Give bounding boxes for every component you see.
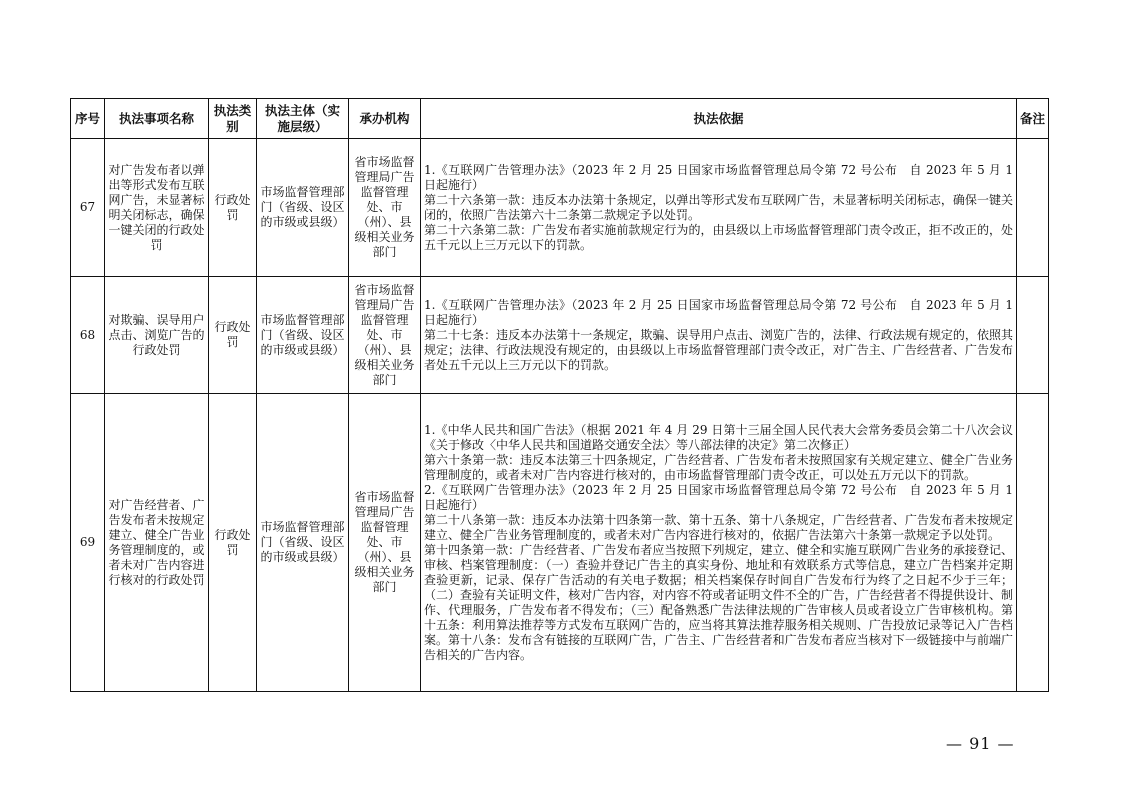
header-subject: 执法主体（实施层级） <box>257 99 349 139</box>
enforcement-table <box>70 98 1049 692</box>
row-category: 行政处罚 <box>209 394 257 692</box>
row-subject: 市场监督管理部门（省级、设区的市级或县级） <box>257 394 349 692</box>
row-note <box>1017 277 1049 394</box>
basis-paragraph: 第二十六条第二款：广告发布者实施前款规定行为的，由县级以上市场监督管理部门责令改正，拒不改正的，处五千元以上三万元以下的罚款。 <box>424 222 1013 252</box>
row-category: 行政处罚 <box>209 139 257 277</box>
header-note: 备注 <box>1017 99 1049 139</box>
table-row <box>71 394 1049 692</box>
basis-paragraph: 第十四条第一款：广告经营者、广告发布者应当按照下列规定，建立、健全和实施互联网广告业务的承接登记、审核、档案管理制度：（一）查验并登记广告主的真实身份、地址和有效联系方式等信息，建立广告档案并定期查验更新，记录、保存广告活动的有关电子数据；相关档案保存时间自广告发布行为终了之日起不少于三年；（二）查验有关证明文件，核对广告内容，对内容不符或者证明文件不全的广告，广告经营者不得提供设计、制作、代理服务，广告发布者不得发布；（三）配备熟悉广告法律法规的广告审核人员或者设立广告审核机构。第十五条：利用算法推荐等方式发布互联网广告的，应当将其算法推荐服务相关规则、广告投放记录等记入广告档案。第十八条：发布含有链接的互联网广告，广告主、广告经营者和广告发布者应当核对下一级链接中与前端广告相关的广告内容。 <box>424 542 1013 662</box>
table-header-row <box>71 99 1049 139</box>
row-agency: 省市场监督管理局广告监督管理处、市（州）、县级相关业务部门 <box>349 139 421 277</box>
row-item: 对欺骗、误导用户点击、浏览广告的行政处罚 <box>105 277 209 394</box>
row-category: 行政处罚 <box>209 277 257 394</box>
row-note <box>1017 139 1049 277</box>
row-basis <box>421 277 1017 394</box>
row-subject: 市场监督管理部门（省级、设区的市级或县级） <box>257 139 349 277</box>
table-row <box>71 139 1049 277</box>
basis-paragraph: 第二十七条：违反本办法第十一条规定，欺骗、误导用户点击、浏览广告的，法律、行政法规有规定的，依照其规定；法律、行政法规没有规定的，由县级以上市场监督管理部门责令改正，对广告主、广告经营者、广告发布者处五千元以上三万元以下的罚款。 <box>424 327 1013 372</box>
row-item: 对广告发布者以弹出等形式发布互联网广告，未显著标明关闭标志，确保一键关闭的行政处罚 <box>105 139 209 277</box>
row-item: 对广告经营者、广告发布者未按规定建立、健全广告业务管理制度的，或者未对广告内容进行核对的行政处罚 <box>105 394 209 692</box>
basis-paragraph: 1.《互联网广告管理办法》（2023 年 2 月 25 日国家市场监督管理总局令第 72 号公布 自 2023 年 5 月 1 日起施行） <box>424 162 1013 192</box>
header-basis: 执法依据 <box>421 99 1017 139</box>
row-basis <box>421 139 1017 277</box>
header-agency: 承办机构 <box>349 99 421 139</box>
row-seq: 68 <box>71 277 105 394</box>
row-agency: 省市场监督管理局广告监督管理处、市（州）、县级相关业务部门 <box>349 277 421 394</box>
header-item: 执法事项名称 <box>105 99 209 139</box>
basis-paragraph: 第二十八条第一款：违反本办法第十四条第一款、第十五条、第十八条规定，广告经营者、广告发布者未按规定建立、健全广告业务管理制度的，或者未对广告内容进行核对的，依据广告法第六十条第一款规定予以处罚。 <box>424 512 1013 542</box>
header-category: 执法类别 <box>209 99 257 139</box>
basis-paragraph: 第六十条第一款：违反本法第三十四条规定，广告经营者、广告发布者未按照国家有关规定建立、健全广告业务管理制度的，或者未对广告内容进行核对的，由市场监督管理部门责令改正，可以处五万元以下的罚款。 <box>424 452 1013 482</box>
row-subject: 市场监督管理部门（省级、设区的市级或县级） <box>257 277 349 394</box>
row-seq: 67 <box>71 139 105 277</box>
basis-paragraph: 1.《互联网广告管理办法》（2023 年 2 月 25 日国家市场监督管理总局令第 72 号公布 自 2023 年 5 月 1 日起施行） <box>424 297 1013 327</box>
row-basis <box>421 394 1017 692</box>
row-seq: 69 <box>71 394 105 692</box>
basis-paragraph: 1.《中华人民共和国广告法》（根据 2021 年 4 月 29 日第十三届全国人民代表大会常务委员会第二十八次会议《关于修改〈中华人民共和国道路交通安全法〉等八部法律的决定》第二次修正） <box>424 422 1013 452</box>
basis-paragraph: 第二十六条第一款：违反本办法第十条规定，以弹出等形式发布互联网广告，未显著标明关闭标志，确保一键关闭的，依照广告法第六十二条第二款规定予以处罚。 <box>424 192 1013 222</box>
row-agency: 省市场监督管理局广告监督管理处、市（州）、县级相关业务部门 <box>349 394 421 692</box>
header-seq: 序号 <box>71 99 105 139</box>
row-note <box>1017 394 1049 692</box>
page-number: — 91 — <box>946 734 1015 753</box>
basis-paragraph: 2.《互联网广告管理办法》（2023 年 2 月 25 日国家市场监督管理总局令第 72 号公布 自 2023 年 5 月 1 日起施行） <box>424 482 1013 512</box>
table-row <box>71 277 1049 394</box>
